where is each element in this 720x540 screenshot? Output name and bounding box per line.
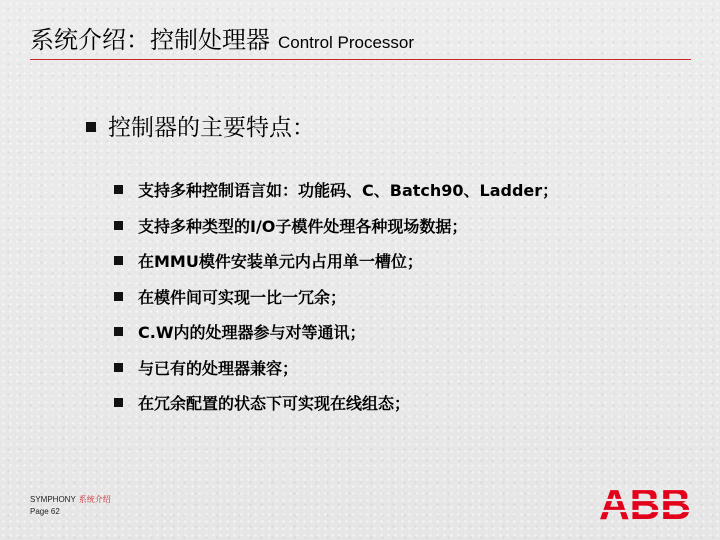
square-bullet-icon	[114, 256, 123, 265]
section-heading-text: 控制器的主要特点：	[108, 115, 315, 141]
feature-list	[114, 180, 558, 429]
square-bullet-icon	[114, 398, 123, 407]
list-item	[114, 216, 558, 252]
square-bullet-icon	[114, 221, 123, 230]
square-bullet-icon	[114, 363, 123, 372]
square-bullet-icon	[114, 327, 123, 336]
page-title	[30, 20, 414, 55]
list-item	[114, 358, 558, 394]
abb-logo-text: ABB	[599, 480, 691, 522]
title-divider	[30, 59, 691, 60]
list-item	[114, 393, 558, 429]
title-english: Control Processor	[278, 33, 415, 52]
list-item	[114, 251, 558, 287]
list-item	[114, 322, 558, 358]
list-item	[114, 180, 558, 216]
list-item-text: 与已有的处理器兼容；	[138, 358, 299, 378]
footer-product: SYMPHONY	[30, 495, 76, 504]
abb-logo	[598, 478, 692, 522]
square-bullet-icon	[114, 185, 123, 194]
square-bullet-icon	[86, 122, 96, 132]
square-bullet-icon	[114, 292, 123, 301]
section-heading	[86, 109, 315, 142]
page-number: Page 62	[30, 507, 60, 516]
title-chinese: 系统介绍：控制处理器	[30, 26, 270, 54]
list-item-text: C.W内的处理器参与对等通讯；	[138, 323, 366, 342]
list-item-text: 支持多种类型的I/O子模件处理各种现场数据；	[138, 216, 468, 236]
footer	[30, 494, 111, 518]
list-item	[114, 287, 558, 323]
list-item-text: 在MMU模件安装单元内占用单一槽位；	[138, 252, 423, 271]
list-item-text: 支持多种控制语言如：功能码、C、Batch90、Ladder；	[138, 181, 559, 200]
list-item-text: 在冗余配置的状态下可实现在线组态；	[138, 394, 411, 413]
list-item-text: 在模件间可实现一比一冗余；	[138, 287, 347, 307]
footer-product-zh: 系统介绍	[78, 495, 111, 504]
